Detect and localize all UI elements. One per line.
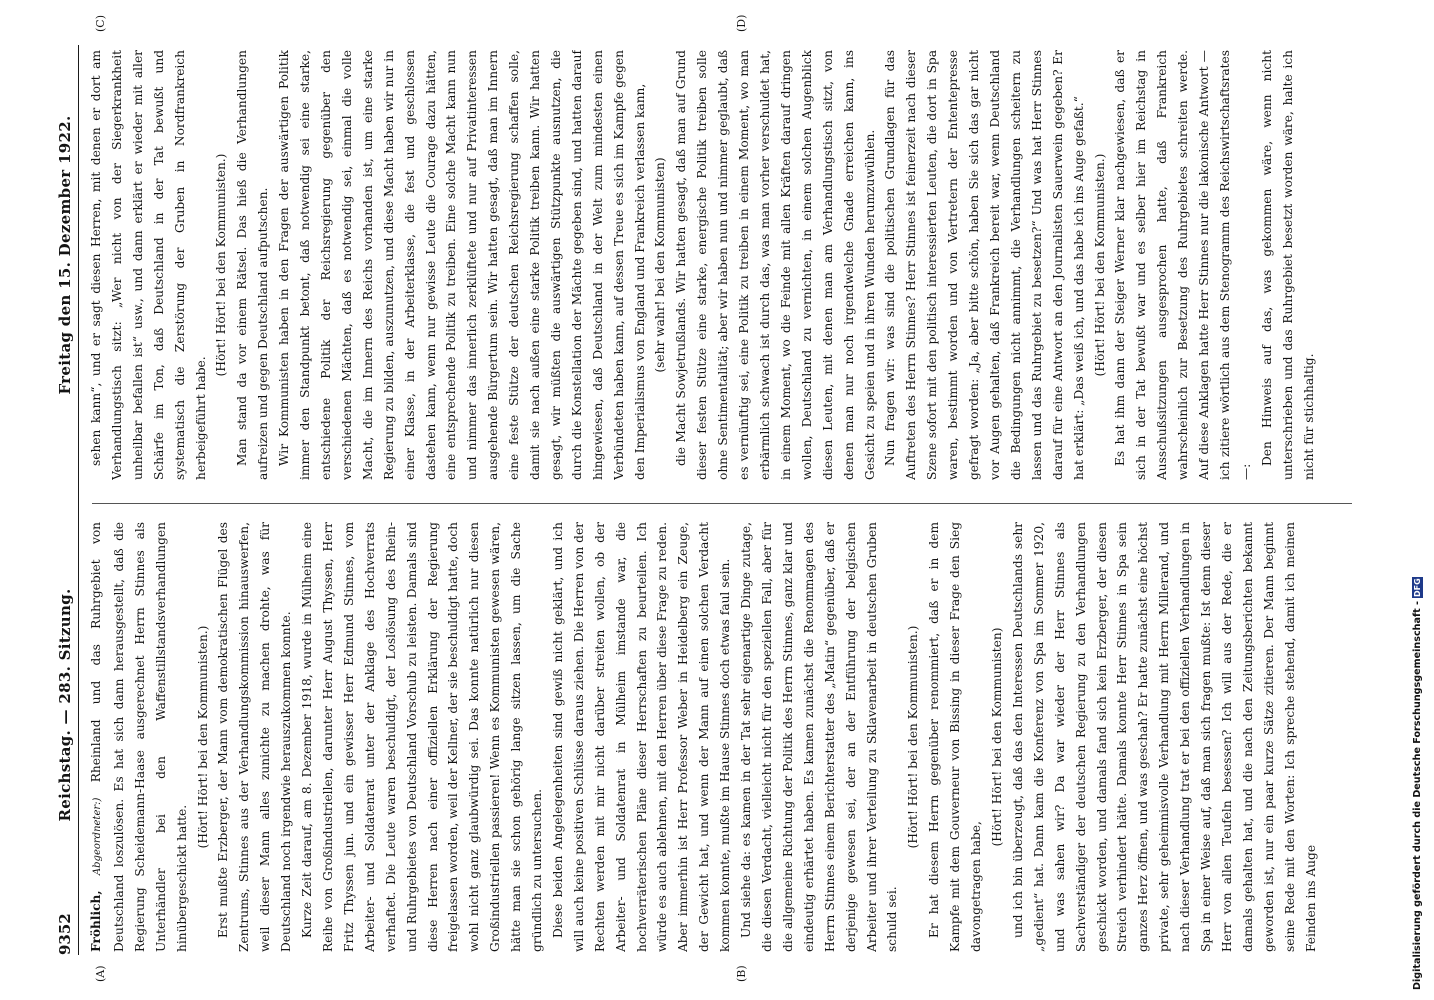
paragraph (86, 50, 211, 480)
paragraph-text: Und siehe da: es kamen in der Tat sehr eigenartige Dinge zutage, die diesen Verdacht, vielleicht nicht für den speziellen Fall, aber für die allgemeine Richtung der Politik des Herrn Stinnes, ganz klar und eindeutig erhärtet haben. Es kamen zunächst die Renommagen des Herrn Stinnes einem Berichterstatter des „Matin“ gegenüber, daß er derjenige gewesen sei, der an der Entführung der belgischen Arbeiter und ihrer Verteilung zu Sklavenarbeit in deutschen Gruben schuld sei. (739, 522, 900, 952)
margin-mark-c: (C) (94, 15, 107, 32)
paragraph-text: Kurze Zeit darauf, am 8. Dezember 1918, wurde in Mülheim eine Reihe von Großindustriellen, darunter Herr August Thyssen, Herr Fritz Thyssen jun. und ein gewisser Herr Edmund Stinnes, vom Arbeiter- und Soldatenrat unter der Anklage des Hochverrats verhaftet. Die Leute waren beschuldigt, der Loslösung des Rhein- und Ruhrgebietes von Deutschland Vorschub zu leisten. Damals sind diese Herren nach einer offiziellen Erklärung der Regierung freigelassen worden, weil der Kellner, der sie beschuldigt hatte, doch wohl nicht ganz glaubwürdig sei. Das konnte natürlich nur diesen Großindustriellen passieren! Wenn es Kommunisten gewesen wären, hätte man sie schon gehörig lange sitzen lassen, um die Sache gründlich zu untersuchen. (300, 522, 545, 952)
interjection: (Hört! Hört! bei den Kommunisten.) (906, 625, 921, 849)
paragraph-text: Nun fragen wir: was sind die politischen Grundlagen für das Auftreten des Herrn Stinnes? Herr Stinnes ist feinerzeit nach dieser Szene sofort mit den politisch interessierten Leuten, die dort in Spa waren, bestimmt worden und von Vertretern der Ententepresse gefragt worden: „Ja, aber bitte schön, haben Sie sich das gar nicht vor Augen gehalten, daß Frankreich bereit war, wenn Deutschland die Bedingungen nicht annimmt, die Verhandlungen scheitern zu lassen und das Ruhrgebiet zu besetzen?“ Und was hat Herr Stinnes darauf für eine Antwort an den Journalisten Sauerwein gegeben? Er hat erklärt: „Das weiß ich, und das habe ich ins Auge gefaßt.“ (883, 50, 1086, 480)
speaker-note: Abgeordneter:) (92, 797, 103, 876)
paragraph (86, 522, 193, 952)
credit-text: Digitalisierung gefördert durch die Deutsche Forschungsgemeinschaft - (1412, 600, 1423, 990)
right-text-column (86, 50, 1356, 480)
paragraph (671, 50, 880, 480)
paragraph-text: die Macht Sowjetrußlands. Wir hatten gesagt, daß man auf Grund dieser festen Stütze eine starke, energische Politik treiben solle ohne Sentimentalität; aber wir haben nun und nimmer geglaubt, daß es vernünftig sei, eine Politik zu treiben in einem Moment, wo man erbärmlich schwach ist durch das, was man vorher verschuldet hat, in einem Moment, wo die Feinde mit allen Kräften darauf dringen wollen, Deutschland zu vernichten, in einem solchen Augenblick diesen Leuten, mit denen man am Verhandlungstisch sitzt, von denen man nur noch irgendwelche Gnade erreichen kann, ins Gesicht zu speien und in ihren Wunden herumzuwühlen. (674, 50, 877, 480)
paragraph (1257, 50, 1320, 480)
paragraph-text: und ich bin überzeugt, daß das den Interessen Deutschlands sehr „gedient“ hat. Dann kam die Konferenz von Spa im Sommer 1920, und was sahen wir? Da war wieder der Herr Stinnes als Sachverständiger der deutschen Regierung zu den Verhandlungen geschickt worden, und damals fand sich kein Erzberger, der diesen Streich verhindert hätte. Damals konnte Herr Stinnes in Spa sein ganzes Herz öffnen, und was geschah? Er hatte zunächst eine höchst private, sehr geheimnisvolle Verhandlung mit Herrn Millerand, und nach dieser Verhandlung trat er bei den offiziellen Verhandlungen in Spa in einer Weise auf, daß man sich fragen mußte: Ist denn dieser Herr von allen Teufeln besessen? Ich will aus der Rede, die er damals gehalten hat, und die nach den Zeitungsberichten bekannt geworden ist, nur ein paar kurze Sätze zitieren. Der Mann beginnt seine Rede mit den Worten: Ich spreche stehend, damit ich meinen Feinden ins Auge (1010, 522, 1318, 952)
paragraph (736, 522, 903, 952)
paragraph-text: Wir Kommunisten haben in den Fragen der auswärtigen Politik immer den Standpunkt betont, daß notwendig sei eine starke, entschiedene Politik der Reichsregierung gegenüber den verschiedenen Mächten, daß es notwendig sei, einmal die volle Macht, die im Innern des Reichs vorhanden ist, um eine starke Regierung zu bilden, auszunutzen, und diese Macht haben wir nur in einer Klasse, in der Arbeiterklasse, die fest und geschlossen dastehen kann, wenn nur gewisse Leute die Courage dazu hätten, eine entsprechende Politik zu treiben. Eine solche Macht kann nun und nimmer das innerlich zerklüftete und nur auf Privatinteressen ausgehende Bürgertum sein. Wir hatten gesagt, daß man im Innern eine feste Stütze der deutschen Reichsregierung schaffen solle, damit sie nach außen eine starke Politik treiben kann. Wir hatten gesagt, wir müßten die auswärtigen Stützpunkte ausnutzen, die durch die Konstellation der Mächte gegeben sind, und hatten darauf hingewiesen, daß Deutschland in der Welt zum mindesten einen Verbündeten haben kann, auf dessen Treue es sich im Kampfe gegen den Imperialismus von England und Frankreich verlassen kann, (277, 50, 647, 480)
paragraph-text: Rheinland und das Ruhrgebiet von Deutschland loszulösen. Es hat sich dann herausgestellt, daß die Regierung Scheidemann-Haase ausgerechnet Herrn Stinnes als Unterhändler bei den Waffenstillstandsverhandlungen hinübergeschickt hatte. (89, 522, 189, 952)
paragraph (924, 522, 987, 952)
paragraph-text: Erst mußte Erzberger, der Mann vom demokratischen Flügel des Zentrums, Stinnes aus der Verhandlungskommission hinauswerfen, weil dieser Mann alles zunichte zu machen drohte, was für Deutschland noch irgendwie herauszukommen konnte. (216, 522, 294, 952)
dfg-logo: DFG (1413, 577, 1422, 597)
page-number: 9352 (56, 913, 74, 955)
header-left-title: Reichstag. — 283. Sitzung. (56, 588, 74, 822)
margin-mark-a: (A) (94, 965, 107, 982)
column-divider (92, 503, 1352, 504)
paragraph-text: sehen kann“, und er sagt diesen Herren, mit denen er dort am Verhandlungstisch sitzt: „Wer nicht von der Siegerkrankheit unheilbar befallen ist“ usw., und dann erklärt er wieder mit aller Schärfe im Ton, daß Deutschland in der Tat bewußt und systematisch die Zerstörung der Gruben in Nordfrankreich herbeigeführt habe. (89, 50, 208, 480)
paragraph-text: Es hat ihm dann der Steiger Werner klar nachgewiesen, daß er sich in der Tat bewußt war und es selber hier im Reichstag in Ausschußsitzungen ausgesprochen hatte, daß Frankreich wahrscheinlich zur Besetzung des Ruhrgebietes schreiten werde. Auf diese Anklagen hatte Herr Stinnes nur die lakonische Antwort — ich zitiere wörtlich aus dem Stenogramm des Reichswirtschaftsrates —: (1113, 50, 1253, 480)
paragraph-text: Er hat diesem Herrn gegenüber renommiert, daß er in dem Kampfe mit dem Gouverneur von Bissing in dieser Frage den Sieg davongetragen habe, (927, 522, 984, 952)
header-right-title: Freitag den 15. Dezember 1922. (56, 115, 74, 395)
paragraph (213, 522, 297, 952)
interjection: (sehr wahr! bei den Kommunisten) (653, 157, 668, 373)
margin-mark-b: (B) (735, 965, 748, 982)
interjection: (Hört! Hört! bei den Kommunisten.) (214, 153, 229, 377)
paragraph-text: Diese beiden Angelegenheiten sind gewiß nicht geklärt, und ich will auch keine positiven Schlüsse daraus ziehen. Die Herren von der Rechten werden mit mir nicht darüber streiten wollen, ob der Arbeiter- und Soldatenrat in Mülheim imstande war, die hochverräterischen Pläne dieser Herrschaften zu beurteilen. Ich würde es auch ablehnen, mit den Herren über diese Frage zu reden. Aber immerhin ist Herr Professor Weber in Heidelberg ein Zeuge, der Gewicht hat, und wenn der Mann auf einen solchen Verdacht kommen konnte, mußte im Hause Stinnes doch etwas faul sein. (550, 522, 733, 952)
paragraph (880, 50, 1089, 480)
paragraph (274, 50, 650, 480)
paragraph (548, 522, 736, 952)
paragraph-text: Man stand da vor einem Rätsel. Das hieß die Verhandlungen aufreizen und gegen Deutschland aufputschen. (235, 50, 271, 480)
speaker-name: Fröhlich, (89, 890, 103, 952)
interjection: (Hört! Hört! bei den Kommunisten.) (195, 625, 210, 849)
paragraph-text: Den Hinweis auf das, was gekommen wäre, wenn nicht unterschrieben und das Ruhrgebiet besetzt worden wäre, halte ich nicht für stichhaltig. (1259, 50, 1316, 480)
page-header (52, 45, 79, 955)
digitization-credit (1412, 10, 1434, 990)
interjection: (Hört! Hört! bei den Kommunisten) (989, 627, 1004, 847)
left-text-column (86, 522, 1356, 952)
paragraph (297, 522, 548, 952)
paragraph (1008, 522, 1322, 952)
paragraph (232, 50, 274, 480)
margin-mark-d: (D) (735, 14, 748, 32)
interjection: (Hört! Hört! bei den Kommunisten.) (1092, 153, 1107, 377)
paragraph (1110, 50, 1256, 480)
